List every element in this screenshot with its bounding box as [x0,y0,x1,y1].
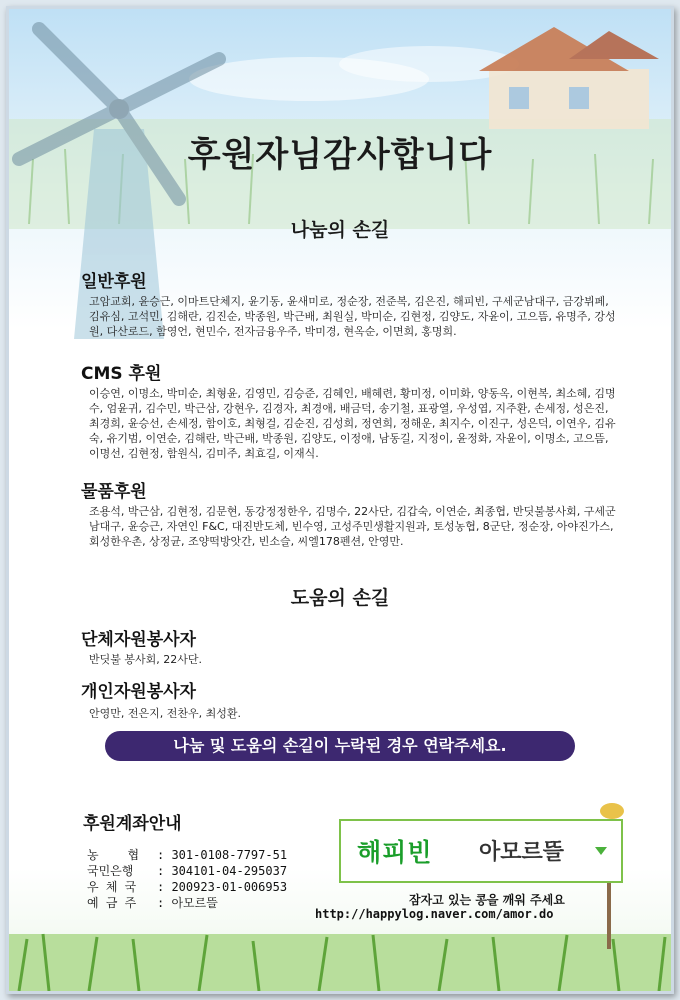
account-value: : 아모르뜰 [157,896,218,910]
group-volunteers-names: 반딧불 봉사회, 22사단. [89,653,202,666]
group-volunteers-label: 단체자원봉사자 [81,630,196,650]
account-label: 예 금 주 [87,896,137,910]
account-row [87,847,287,863]
happybean-link-box[interactable] [339,819,623,883]
individual-volunteers-label: 개인자원봉사자 [81,682,196,702]
bird-illustration [600,803,624,819]
house-illustration [479,27,659,129]
poster-frame [6,6,674,994]
happylog-url[interactable]: http://happylog.naver.com/amor.do [315,907,554,921]
happybean-slogan: 잠자고 있는 콩을 깨워 주세요 [409,893,565,907]
account-list [87,847,287,911]
page-title: 후원자님감사합니다 [187,135,493,175]
general-donation-names: 고암교회, 윤승근, 이마트단체지, 윤기동, 윤새미로, 정순장, 전준복, 김은진, 해피빈, 구세군남대구, 금강뷔페, 김유심, 고석민, 김해란, 김진순, 박종원, 박근배, 최원실, 박미순, 김현정, 김양도, 자윤이, 고으뜸, 유명주, 강성원, 다산로드, 함영언, 현민수, 전자금융우주, 박미경, 현옥순, 이면희, 홍명희. [89,295,616,338]
cms-donation-names: 이승연, 이명소, 박미순, 최형윤, 김영민, 김승준, 김혜인, 배혜련, 황미정, 이미화, 양동옥, 이현복, 최소혜, 김명수, 엄윤귀, 김수민, 박근삼, 강현우, 김경자, 최경애, 배금덕, 송기철, 표광열, 우성엽, 지주환, 손세정, 성은진, 최경희, 윤승선, 손세정, 함이호, 최형걸, 김순진, 김성희, 정연희, 정해운, 최지수, 이진구, 성은덕, 이연우, 김유숙, 유기범, 이연순, 김해란, 박근배, 박종원, 김양도, 이정애, 남동길, 지정이, 윤정화, 자윤이, 이명소, 고으뜸, 이명선, 김현정, 함원식, 김미주, 최효길, 이재식. [89,387,616,460]
account-label: 국민은행 [87,864,134,878]
goods-donation-names: 조용석, 박근삼, 김현정, 김문현, 동강정정한우, 김명수, 22사단, 김갑숙, 이연순, 최종협, 반딧불봉사회, 구세군남대구, 윤승근, 자연인 F&C, 대진반도체, 빈수영, 고성주민생활지원과, 토성농협, 8군단, 정순장, 아야진가스, 회성한우촌, 상정균, 조양떡방앗간, 빈소슬, 씨엘178펜션, 안영만. [89,505,616,548]
account-value: : 200923-01-006953 [157,880,288,894]
happybean-brand: 해피빈 [357,838,433,867]
general-donation-label: 일반후원 [81,272,147,292]
account-value: : 304101-04-295037 [157,864,288,878]
individual-volunteers-names: 안영만, 전은지, 전찬우, 최성환. [89,707,241,720]
cms-donation-label: CMS 후원 [81,364,162,384]
account-label: 우 체 국 [87,880,137,894]
account-info-heading: 후원계좌안내 [83,814,182,834]
section-giving-hands-heading: 나눔의 손길 [290,219,390,241]
account-row [87,895,287,911]
section-helping-hands-heading: 도움의 손길 [290,587,390,609]
missing-contact-notice: 나눔 및 도움의 손길이 누락된 경우 연락주세요. [105,731,575,761]
account-row [87,863,287,879]
happybean-org-name: 아모르뜰 [479,840,565,865]
account-label: 농 협 [87,848,140,862]
account-value: : 301-0108-7797-51 [157,848,288,862]
account-row [87,879,287,895]
triangle-down-icon [595,847,607,855]
goods-donation-label: 물품후원 [81,482,147,502]
